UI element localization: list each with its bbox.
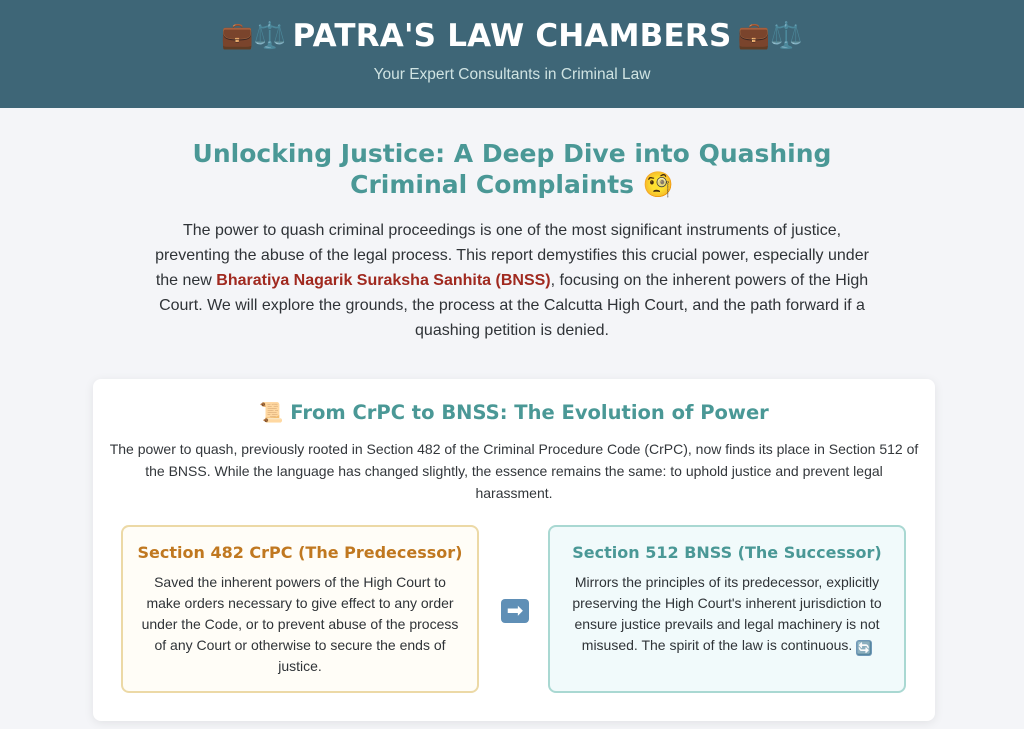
bnss-highlight: Bharatiya Nagarik Suraksha Sanhita (BNSS) [216,272,551,289]
briefcase-scales-icon: 💼⚖️ [221,21,287,51]
page-title-text: Unlocking Justice: A Deep Dive into Quashing Criminal Complaints [192,139,832,199]
predecessor-box [121,525,479,693]
successor-box [548,525,906,693]
intro-paragraph [152,218,872,343]
evolution-lead: The power to quash, previously rooted in Section 482 of the Criminal Procedure Code (CrPC), now finds its place in Section 512 of the BNSS. While the language has changed slightly, the essence remains the same: to uphold justice and prevent legal harassment. [109,441,919,501]
evolution-title-text: From CrPC to BNSS: The Evolution of Power [290,401,769,424]
successor-text: Mirrors the principles of its predecessor, explicitly preserving the High Court's inherent jurisdiction to ensure justice prevails and legal machinery is not misused. The spirit of the law is continuous. [572,574,882,653]
page-title [152,138,872,200]
evolution-title [93,401,935,424]
site-header [0,0,1024,108]
predecessor-text: Saved the inherent powers of the High Court to make orders necessary to give effect to any order under the Code, or to prevent abuse of the process of any Court or otherwise to secure the ends of justice. [141,574,459,674]
brand [0,18,1024,54]
briefcase-scales-icon: 💼⚖️ [737,21,803,51]
arrow-right-icon: ➡ [501,599,529,623]
cycle-arrows-icon: 🔄 [856,641,872,655]
successor-paragraph [564,572,890,656]
intro-text-end: , focusing on the inherent powers of the High Court. We will explore the grounds, the process at the Calcutta High Court, and the path forward if a quashing petition is denied. [159,272,869,339]
predecessor-title: Section 482 CrPC (The Predecessor) [137,543,463,562]
intro-section [152,108,872,343]
site-tagline: Your Expert Consultants in Criminal Law [373,66,651,83]
scroll-icon: 📜 [259,401,284,424]
monocle-face-icon: 🧐 [642,170,674,199]
site-title: PATRA'S LAW CHAMBERS [292,18,732,54]
evolution-card [93,379,935,721]
intro-text-start: The power to quash criminal proceedings is one of the most significant instruments of justice, preventing the abuse of the legal process. This report demystifies this crucial power, especially under the new [155,222,869,289]
successor-title: Section 512 BNSS (The Successor) [572,543,882,562]
